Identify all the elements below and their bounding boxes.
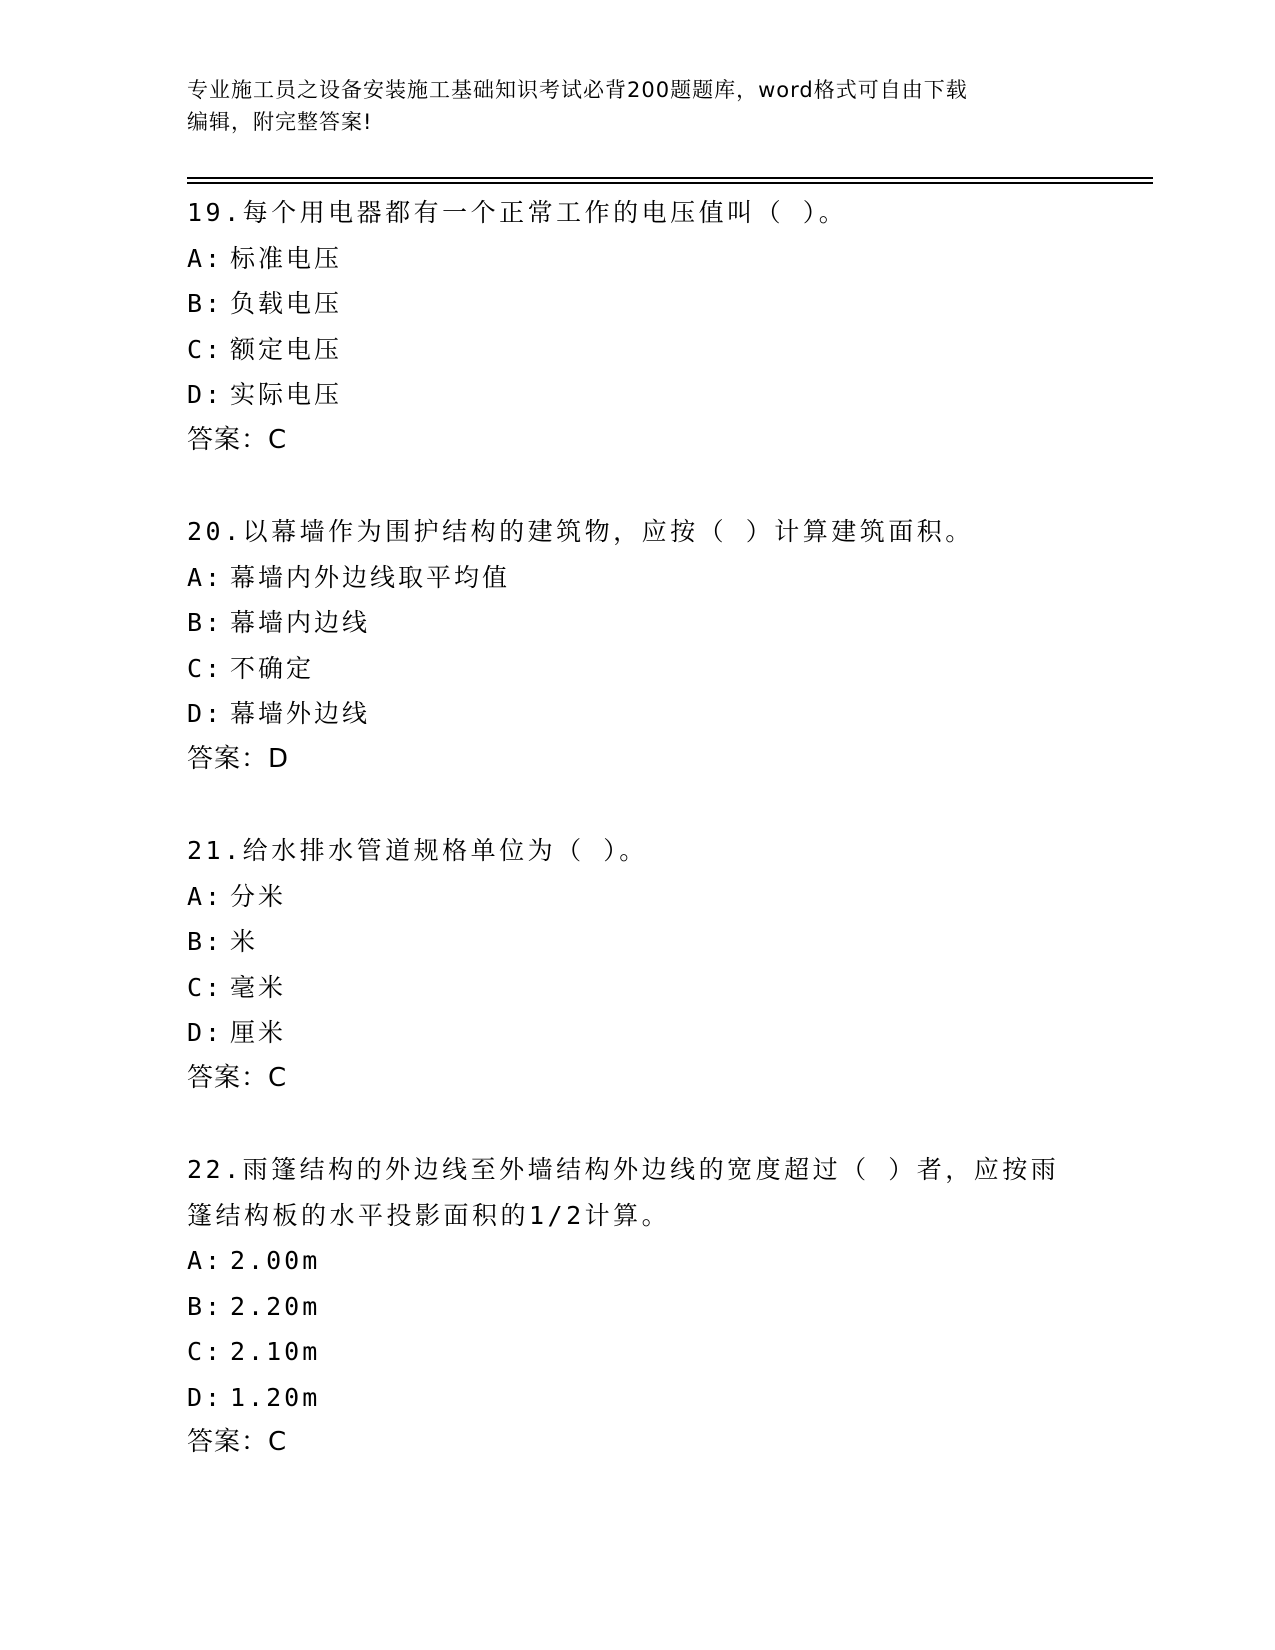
- question-gap: [187, 463, 1087, 509]
- option-label: A:: [187, 1246, 224, 1275]
- option-text: 幕墙内外边线取平均值: [230, 562, 511, 592]
- option-text: 幕墙内边线: [230, 608, 371, 637]
- option-text: 2.10m: [230, 1337, 321, 1366]
- question-gap: [187, 1101, 1087, 1147]
- option-d: [187, 691, 1087, 737]
- option-a: [187, 236, 1087, 282]
- option-d: [187, 372, 1087, 418]
- option-label: B:: [187, 927, 224, 956]
- option-text: 米: [230, 927, 259, 956]
- question-stem-continued: 篷结构板的水平投影面积的1/2计算。: [187, 1200, 671, 1230]
- option-b: [187, 281, 1087, 327]
- option-a: [187, 874, 1087, 920]
- question-stem: 20.以幕墙作为围护结构的建筑物，应按（ ）计算建筑面积。: [187, 517, 974, 546]
- option-label: D:: [187, 1382, 224, 1412]
- answer-line: 答案：D: [187, 743, 290, 774]
- option-d: [187, 1375, 1087, 1421]
- option-b: [187, 919, 1087, 965]
- option-text: 2.20m: [230, 1291, 321, 1321]
- question-stem: 21.给水排水管道规格单位为（ ）。: [187, 836, 648, 865]
- option-label: C:: [187, 1337, 224, 1366]
- document-header: [187, 74, 1067, 138]
- option-text: 负载电压: [230, 289, 343, 318]
- option-text: 厘米: [230, 1018, 287, 1047]
- option-text: 幕墙外边线: [230, 699, 371, 728]
- option-label: A:: [187, 562, 224, 592]
- answer-line: 答案：C: [187, 424, 288, 455]
- option-label: A:: [187, 881, 224, 911]
- option-b: [187, 1284, 1087, 1330]
- question-21: [187, 828, 1087, 1101]
- option-label: B:: [187, 608, 224, 637]
- option-text: 2.00m: [230, 1246, 321, 1275]
- option-c: [187, 646, 1087, 692]
- header-line-2: 编辑，附完整答案!: [187, 110, 373, 134]
- option-text: 实际电压: [230, 380, 343, 409]
- option-text: 毫米: [230, 972, 287, 1002]
- option-a: [187, 1238, 1087, 1284]
- option-label: B:: [187, 289, 224, 318]
- option-text: 标准电压: [230, 243, 343, 273]
- option-label: D:: [187, 380, 224, 409]
- option-text: 分米: [230, 881, 287, 911]
- header-line-1: 专业施工员之设备安装施工基础知识考试必背200题题库，word格式可自由下载: [187, 78, 968, 102]
- header-divider-top: [187, 177, 1153, 179]
- option-b: [187, 600, 1087, 646]
- answer-line: 答案：C: [187, 1427, 288, 1457]
- question-stem: 19.每个用电器都有一个正常工作的电压值叫（ ）。: [187, 198, 848, 227]
- option-text: 额定电压: [230, 334, 343, 364]
- question-stem: 22.雨篷结构的外边线至外墙结构外边线的宽度超过（ ）者，应按雨: [187, 1155, 1060, 1184]
- option-label: D:: [187, 1018, 224, 1047]
- question-gap: [187, 782, 1087, 828]
- header-divider-bottom: [187, 182, 1153, 184]
- option-label: B:: [187, 1291, 224, 1321]
- option-d: [187, 1010, 1087, 1056]
- answer-line: 答案：C: [187, 1062, 288, 1093]
- option-c: [187, 1329, 1087, 1375]
- question-22: [187, 1147, 1087, 1466]
- option-label: C:: [187, 334, 224, 364]
- option-label: D:: [187, 699, 224, 728]
- option-label: C:: [187, 653, 224, 683]
- option-c: [187, 965, 1087, 1011]
- option-label: C:: [187, 972, 224, 1002]
- question-19: [187, 190, 1087, 463]
- option-c: [187, 327, 1087, 373]
- option-label: A:: [187, 243, 224, 273]
- option-a: [187, 555, 1087, 601]
- option-text: 1.20m: [230, 1382, 321, 1412]
- question-list: [187, 190, 1087, 1466]
- question-20: [187, 509, 1087, 782]
- option-text: 不确定: [230, 653, 315, 683]
